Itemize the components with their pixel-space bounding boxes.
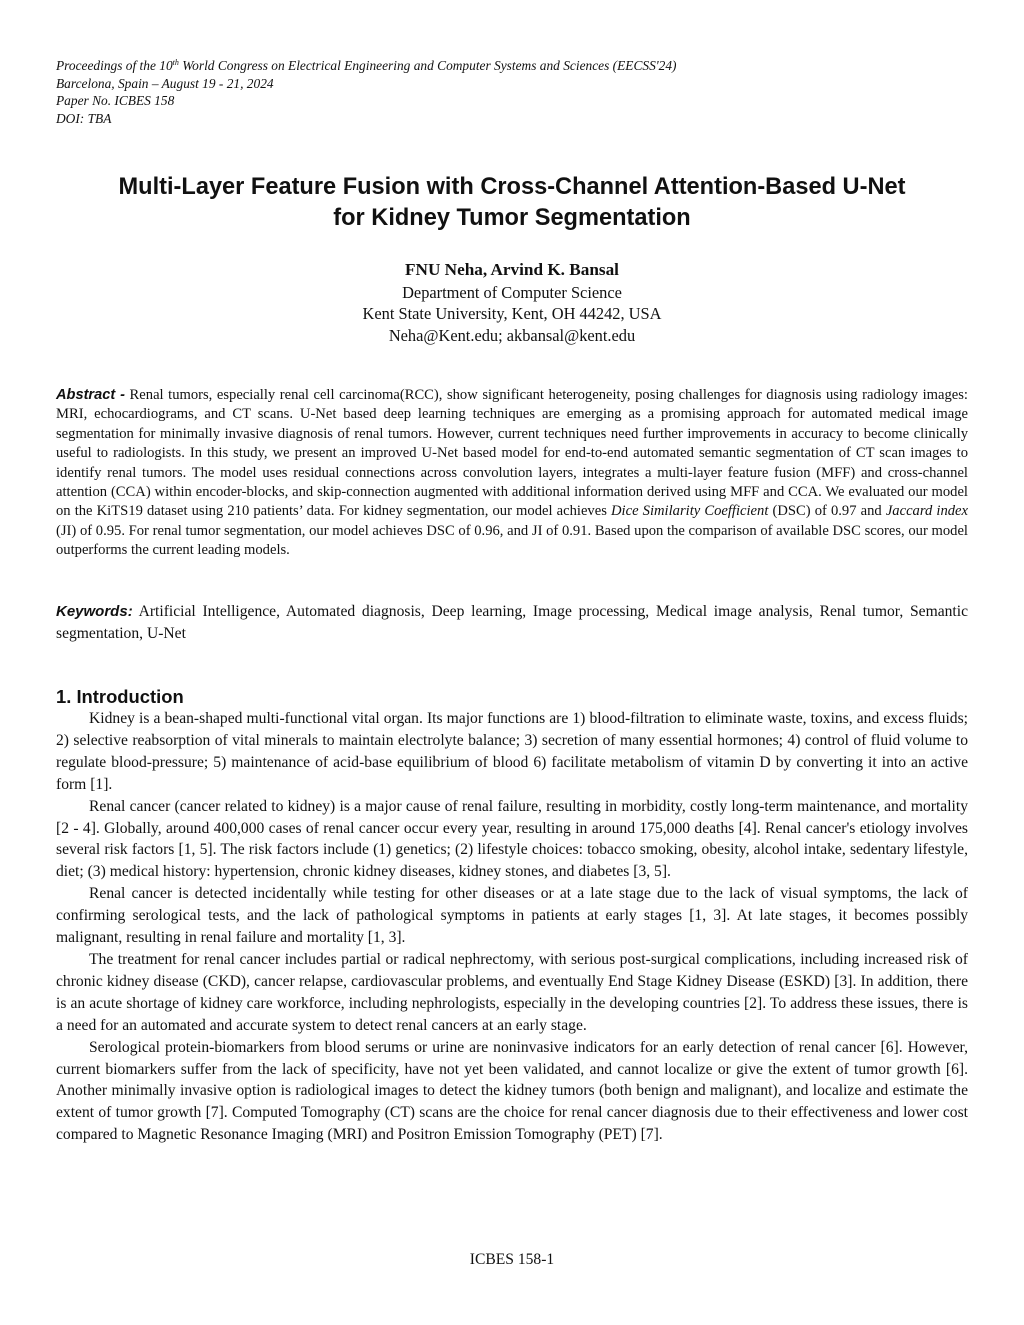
intro-paragraph: Renal cancer is detected incidentally while testing for other diseases or at a late stage due to the lack of visual symptoms, the lack of confirming serological tests, and the lack of pathological symptoms in patients at early stages [1, 3]. At late stages, it becomes possibly malignant, resulting in renal failure and mortality [1, 3]. — [56, 885, 968, 947]
author-emails: Neha@Kent.edu; akbansal@kent.edu — [388, 325, 636, 345]
ordinal-superscript: th — [172, 58, 179, 67]
keywords — [56, 601, 968, 645]
keywords-heading: Keywords: — [56, 603, 133, 620]
intro-paragraph: Serological protein-biomarkers from blood serums or urine are noninvasive indicators for an early detection of renal cancer [6]. However, current biomarkers suffer from the lack of specificity, have not yet been validated, and cannot localize or give the extent of tumor growth [6]. Another minimally invasive option is radiological images to detect the kidney tumors (both benign and malignant), and localize and estimate the extent of tumor growth [7]. Computed Tomography (CT) scans are the choice for renal cancer diagnosis due to their effectiveness and lower cost compared to Magnetic Resonance Imaging (MRI) and Positron Emission Tomography (PET) [7]. — [56, 1038, 968, 1144]
title-line-1: Multi-Layer Feature Fusion with Cross-Channel Attention-Based U-Net — [118, 174, 906, 200]
intro-paragraph: Renal cancer (cancer related to kidney) is a major cause of renal failure, resulting in morbidity, costly long-term maintenance, and mortality [2 - 4]. Globally, around 400,000 cases of renal cancer occur every year, resulting in around 175,000 deaths [4]. Renal cancer's etiology involves several risk factors [1, 5]. The risk factors include (1) genetics; (2) lifestyle choices: tobacco smoking, obesity, alcohol intake, sedentary lifestyle, diet; (3) medical history: hypertension, chronic kidney diseases, kidney stones, and diabetes [3, 5]. — [56, 797, 968, 881]
abstract-text: Renal tumors, especially renal cell carcinoma(RCC), show significant heterogeneity, posing challenges for diagnosis using radiology images: MRI, echocardiograms, and CT scans. U-Net based deep learning techniques are emerging as a promising approach for automated medical image segmentation for minimally invasive diagnosis of renal tumors. However, current techniques need further improvements in accuracy to become clinically useful to radiologists. In this study, we present an improved U-Net based model for end-to-end automated semantic segmentation of CT scan images to identify renal tumors. The model uses residual connections across convolution layers, integrates a multi-layer feature fusion (MFF) and cross-channel attention (CCA) within encoder-blocks, and skip-connection augmented with additional information derived using MFF and CCA. We evaluated our model on the KiTS19 dataset using 210 patients’ data. For kidney segmentation, our model achieves — [56, 387, 968, 520]
author-block — [56, 259, 968, 346]
intro-paragraph: The treatment for renal cancer includes partial or radical nephrectomy, with serious post-surgical complications, including increased risk of chronic kidney disease (CKD), cancer relapse, cardiovascular problems, and eventually End Stage Kidney Disease (ESKD) [3]. In addition, there is an acute shortage of kidney care workforce, including nephrologists, especially in the developing countries [2]. To address these issues, there is a need for an automated and accurate system to detect renal cancers at an early stage. — [56, 950, 968, 1034]
introduction-body — [56, 708, 968, 1146]
doi: DOI: TBA — [56, 110, 112, 126]
paper-number: Paper No. ICBES 158 — [56, 93, 175, 109]
page-footer: ICBES 158-1 — [469, 1251, 555, 1268]
title-line-2: for Kidney Tumor Segmentation — [333, 205, 691, 231]
proceedings-line: Proceedings of the 10th World Congress on Electrical Engineering and Computer Systems and Sciences (EECSS'24) — [56, 58, 677, 73]
proceedings-header — [56, 57, 968, 127]
paper-title — [56, 172, 968, 234]
paper-page — [56, 0, 968, 1325]
section-heading-introduction: 1. Introduction — [56, 686, 184, 707]
author-names: FNU Neha, Arvind K. Bansal — [405, 260, 619, 279]
abstract: Abstract - Renal tumors, especially renal cell carcinoma(RCC), show significant heterogeneity, posing challenges for diagnosis using radiology images: MRI, echocardiograms, and CT scans. U-Net based deep learning techniques are emerging as a promising approach for automated medical image segmentation for minimally invasive diagnosis of renal tumors. However, current techniques need further improvements in accuracy to become clinically useful to radiologists. In this study, we present an improved U-Net based model for end-to-end automated semantic segmentation of CT scan images to identify renal tumors. The model uses residual connections across convolution layers, integrates a multi-layer feature fusion (MFF) and cross-channel attention (CCA) within encoder-blocks, and skip-connection augmented with additional information derived using MFF and CCA. We evaluated our model on the KiTS19 dataset using 210 patients’ data. For kidney segmentation, our model achieves Dice Similarity Coefficient (DSC) of 0.97 and Jaccard index (JI) of 0.95. For renal tumor segmentation, our model achieves DSC of 0.96, and JI of 0.91. Based upon the comparison of available DSC scores, our model outperforms the current leading models. — [56, 387, 968, 559]
abstract-dsc-term: Dice Similarity Coefficient — [611, 503, 769, 520]
intro-paragraph: Kidney is a bean-shaped multi-functional vital organ. Its major functions are 1) blood-filtration to eliminate waste, toxins, and excess fluids; 2) selective reabsorption of vital minerals to maintain electrolyte balance; 3) secretion of many essential hormones; 4) control of fluid volume to regulate blood-pressure; 5) maintenance of acid-base equilibrium of blood 6) facilitate metabolism of vitamin D by converting it into an active form [1]. — [56, 710, 968, 793]
author-department: Department of Computer Science — [402, 282, 622, 302]
author-university: Kent State University, Kent, OH 44242, USA — [362, 304, 662, 323]
abstract-heading: Abstract - — [56, 387, 126, 403]
abstract-ji-term: Jaccard index — [885, 503, 968, 520]
keywords-text: Artificial Intelligence, Automated diagnosis, Deep learning, Image processing, Medical image analysis, Renal tumor, Semantic segmentation, U-Net — [56, 603, 968, 642]
conference-location: Barcelona, Spain – August 19 - 21, 2024 — [56, 75, 274, 91]
